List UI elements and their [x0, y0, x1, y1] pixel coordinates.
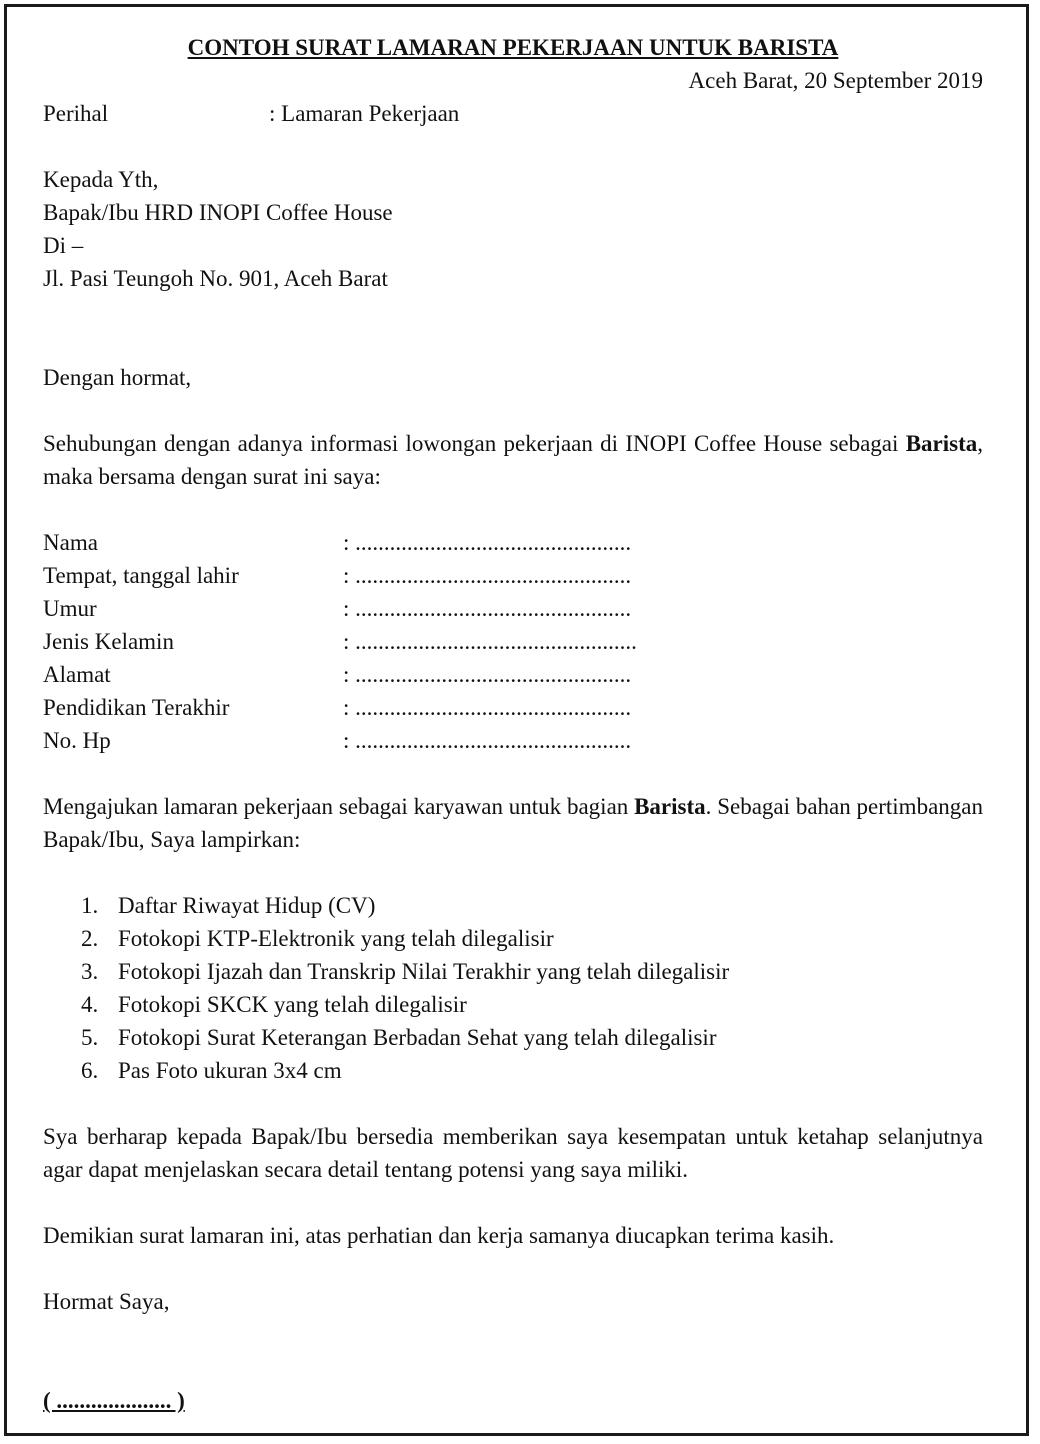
field-label: Tempat, tanggal lahir: [43, 563, 239, 588]
apply-text-before: Mengajukan lamaran pekerjaan sebagai karyawan untuk bagian: [43, 794, 635, 819]
attachment-number: 3.: [81, 959, 99, 984]
field-label: Jenis Kelamin: [43, 629, 174, 654]
field-value: : ................................................: [343, 530, 632, 555]
attachment-number: 1.: [81, 893, 99, 918]
attachment-item: [43, 889, 983, 922]
field-value: : ................................................: [343, 695, 632, 720]
perihal-row: [43, 97, 983, 130]
hope-paragraph: Sya berharap kepada Bapak/Ibu bersedia memberikan saya kesempatan untuk ketahap selanjutnya agar dapat menjelaskan secara detail tentang potensi yang saya miliki.: [43, 1124, 983, 1182]
field-label: Nama: [43, 530, 98, 555]
regards: Hormat Saya,: [43, 1289, 170, 1314]
field-value: : ................................................: [343, 596, 632, 621]
recipient-line: Bapak/Ibu HRD INOPI Coffee House: [43, 200, 393, 225]
field-label: Alamat: [43, 662, 111, 687]
field-row: [43, 658, 983, 691]
applicant-fields: [43, 526, 983, 757]
attachment-number: 6.: [81, 1058, 99, 1083]
field-row: [43, 724, 983, 757]
attachment-text: Fotokopi Surat Keterangan Berbadan Sehat yang telah dilegalisir: [118, 1025, 717, 1050]
intro-text-before: Sehubungan dengan adanya informasi lowongan pekerjaan di INOPI Coffee House sebagai: [43, 431, 906, 456]
attachment-text: Pas Foto ukuran 3x4 cm: [118, 1058, 342, 1083]
letter-date: Aceh Barat, 20 September 2019: [688, 68, 983, 93]
attachment-list: [43, 889, 983, 1087]
recipient-line: Kepada Yth,: [43, 167, 159, 192]
attachment-item: [43, 988, 983, 1021]
attachment-number: 2.: [81, 926, 99, 951]
perihal-value: : Lamaran Pekerjaan: [269, 101, 460, 126]
signature-placeholder: ( .................... ): [43, 1388, 185, 1413]
closing-paragraph: Demikian surat lamaran ini, atas perhatian dan kerja samanya diucapkan terima kasih.: [43, 1223, 835, 1248]
attachment-text: Fotokopi KTP-Elektronik yang telah dilegalisir: [118, 926, 554, 951]
perihal-label: Perihal: [43, 101, 109, 126]
field-value: : .................................................: [343, 629, 637, 654]
apply-text-after: . Sebagai bahan pertimbangan Bapak/Ibu, Saya lampirkan:: [43, 794, 983, 852]
attachment-item: [43, 922, 983, 955]
recipient-line: Di –: [43, 233, 84, 258]
apply-position: Barista: [634, 794, 706, 819]
attachment-item: [43, 1054, 983, 1087]
document-title: CONTOH SURAT LAMARAN PEKERJAAN UNTUK BARISTA: [187, 35, 839, 60]
intro-text-after: , maka bersama dengan surat ini saya:: [43, 431, 983, 489]
letter-page: [4, 4, 1029, 1436]
field-row: [43, 559, 983, 592]
recipient-line: Jl. Pasi Teungoh No. 901, Aceh Barat: [43, 266, 388, 291]
attachment-number: 4.: [81, 992, 99, 1017]
field-row: [43, 592, 983, 625]
field-value: : ................................................: [343, 728, 632, 753]
attachment-item: [43, 955, 983, 988]
field-value: : ................................................: [343, 662, 632, 687]
attachment-text: Fotokopi SKCK yang telah dilegalisir: [118, 992, 467, 1017]
field-row: [43, 526, 983, 559]
intro-paragraph: [43, 427, 983, 493]
field-row: [43, 691, 983, 724]
field-label: Pendidikan Terakhir: [43, 695, 230, 720]
intro-position: Barista: [905, 431, 978, 456]
application-paragraph: [43, 790, 983, 856]
field-row: [43, 625, 983, 658]
field-value: : ................................................: [343, 563, 632, 588]
greeting: Dengan hormat,: [43, 365, 192, 390]
attachment-number: 5.: [81, 1025, 99, 1050]
field-label: Umur: [43, 596, 97, 621]
field-label: No. Hp: [43, 728, 111, 753]
attachment-text: Daftar Riwayat Hidup (CV): [118, 893, 376, 918]
recipient-block: [43, 163, 983, 295]
attachment-text: Fotokopi Ijazah dan Transkrip Nilai Terakhir yang telah dilegalisir: [118, 959, 730, 984]
letter-body: [43, 31, 983, 1417]
attachment-item: [43, 1021, 983, 1054]
